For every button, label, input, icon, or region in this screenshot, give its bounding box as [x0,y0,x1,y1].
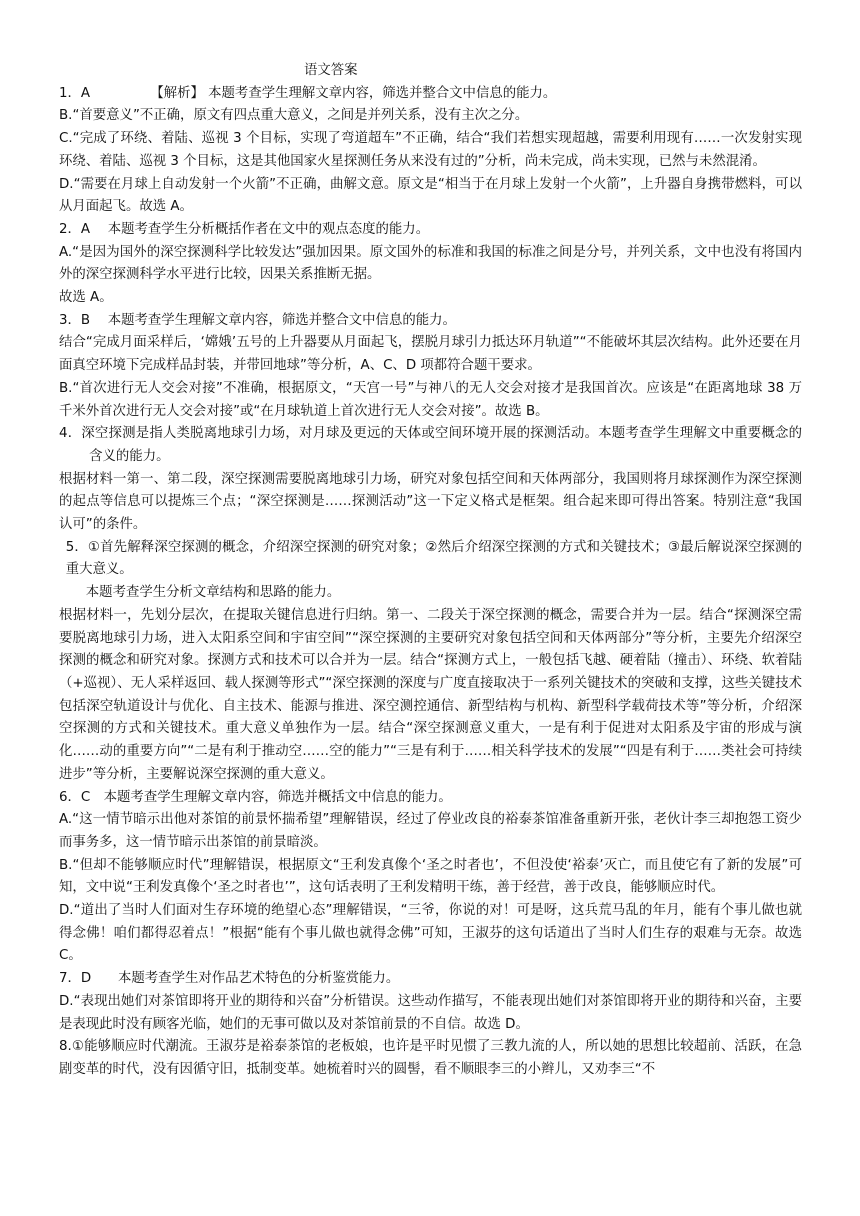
answer-2-conclusion: 故选 A。 [59,290,113,306]
answer-3-option-b: B.“首次进行无人交会对接”不准确，根据原文，“天宫一号”与神八的无人交会对接才是我国首次。应该是“在距离地球 38 万千米外首次进行无人交会对接”或“在月球轨道上首次进行无人交会对接”。故选 B。 [59,380,802,419]
page-title: 语文答案 [304,63,358,78]
answer-6-option-b: B.“但却不能够顺应时代”理解错误，根据原文“王利发真像个‘圣之时者也’，不但没使‘裕泰’灭亡，而且使它有了新的发展”可知，文中说“王利发真像个‘圣之时者也’”，这句话表明了王利发精明干练，善于经营，善于改良，能够顺应时代。 [59,857,802,896]
answer-4-header: 4．深空探测是指人类脱离地球引力场，对月球及更远的天体或空间环境开展的探测活动。本题考查学生理解文中重要概念的含义的能力。 [59,426,802,464]
answer-8-point-1: 8.①能够顺应时代潮流。王淑芬是裕泰茶馆的老板娘，也许是平时见惯了三教九流的人，所以她的思想比较超前、活跃，在急剧变革的时代，没有因循守旧，抵制变革。她梳着时兴的圆髻，看不顺眼李三的小辫儿，又劝李三“不 [59,1039,802,1077]
answer-2-option-a: A.“是因为国外的深空探测科学比较发达”强加因果。原文国外的标准和我国的标准之间是分号，并列关系，文中也没有将国内外的深空探测科学水平进行比较，因果关系推断无据。 [59,244,802,283]
answer-7-option-d: D.“表现出她们对茶馆即将开业的期待和兴奋”分析错误。这些动作描写，不能表现出她们对茶馆即将开业的期待和兴奋，主要是表现此时没有顾客光临，她们的无事可做以及对茶馆前景的不自信。故选 D。 [59,993,802,1032]
answer-6-option-a: A.“这一情节暗示出他对茶馆的前景怀揣希望”理解错误，经过了停业改良的裕泰茶馆准备重新开张，老伙计李三却抱怨工资少而事务多，这一情节暗示出茶馆的前景暗淡。 [59,812,802,850]
answer-4-analysis: 根据材料一第一、第二段，深空探测需要脱离地球引力场，研究对象包括空间和天体两部分，我国则将月球探测作为深空探测的起点等信息可以提炼三个点；“深空探测是……探测活动”这一下定义格式是框架。组合起来即可得出答案。特别注意“我国认可”的条件。 [59,471,802,533]
answer-5-analysis: 根据材料一，先划分层次，在提取关键信息进行归纳。第一、二段关于深空探测的概念，需要合并为一层。结合“探测深空需要脱离地球引力场，进入太阳系空间和宇宙空间”“深空探测的主要研究对象包括空间和天体两部分”等分析，主要先介绍深空探测的概念和研究对象。探测方式和技术可以合并为一层。结合“探测方式上，一般包括飞越、硬着陆（撞击）、环绕、软着陆（+巡视）、无人采样返回、载人探测等形式”“深空探测的深度与广度直接取决于一系列关键技术的突破和支撑，这些关键技术包括深空轨道设计与优化、自主技术、能源与推进、深空测控通信、新型结构与机构、新型科学载荷技术等”等分析，介绍深空探测的方式和关键技术。重大意义单独作为一层。结合“深空探测意义重大，一是有利于促进对太阳系及宇宙的形成与演化……动的重要方向”“二是有利于推动空……空的能力”“三是有利于……相关科学技术的发展”“四是有利于……类社会可持续进步”等分析，主要解说深空探测的重大意义。 [59,607,802,782]
answer-3-header: 3．B 本题考查学生理解文章内容，筛选并整合文中信息的能力。 [59,312,456,328]
answer-6-option-d: D.“道出了当时人们面对生存环境的绝望心态”理解错误，“三爷，你说的对！可是呀，这兵荒马乱的年月，能有个事儿做也就得念佛！咱们都得忍着点！”根据“能有个事儿做也就得念佛”可知，王淑芬的这句话道出了当时人们生存的艰难与无奈。故选 C。 [59,903,802,964]
answer-5-ability: 本题考查学生分析文章结构和思路的能力。 [85,585,341,601]
answer-6-header: 6．C 本题考查学生理解文章内容，筛选并概括文中信息的能力。 [59,789,452,805]
answer-1-option-d: D.“需要在月球上自动发射一个火箭”不正确，曲解文意。原文是“相当于在月球上发射一个火箭”，上升器自身携带燃料，可以从月面起飞。故选 A。 [59,176,802,215]
answer-2-header: 2．A 本题考查学生分析概括作者在文中的观点态度的能力。 [59,221,430,237]
answer-1-option-b: B.“首要意义”不正确，原文有四点重大意义，之间是并列关系，没有主次之分。 [59,108,529,124]
answer-1-option-c: C.“完成了环绕、着陆、巡视 3 个目标，实现了弯道超车”不正确，结合“我们若想实现超越，需要利用现有……一次发射实现环绕、着陆、巡视 3 个目标，这是其他国家火星探测任务从来没有过的”分析，尚未完成，尚未实现，已然与未然混淆。 [59,131,802,169]
answer-1-header: 1．A 【解析】 本题考查学生理解文章内容，筛选并整合文中信息的能力。 [59,85,557,101]
answer-5-header: 5．①首先解释深空探测的概念，介绍深空探测的研究对象；②然后介绍深空探测的方式和关键技术；③最后解说深空探测的重大意义。 [65,539,802,578]
answer-7-header: 7．D 本题考查学生对作品艺术特色的分析鉴赏能力。 [59,971,400,987]
answer-3-analysis: 结合“完成月面采样后，‘嫦娥’五号的上升器要从月面起飞，摆脱月球引力抵达环月轨道”“不能破坏其层次结构。此外还要在月面真空环境下完成样品封装，并带回地球”等分析，A、C、D 项都符合题干要求。 [59,335,802,374]
